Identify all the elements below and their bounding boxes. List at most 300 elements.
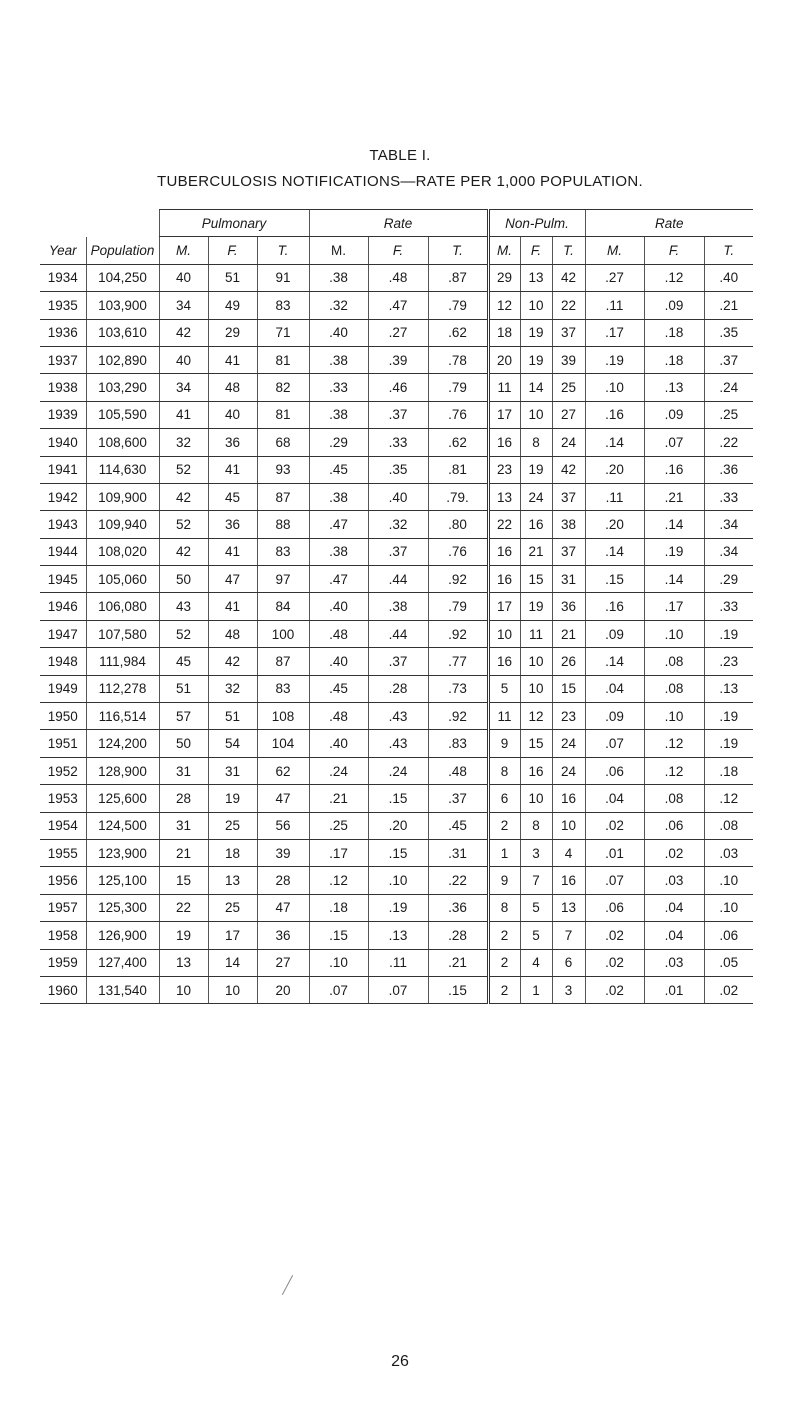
column-header-pulm-f: F.	[208, 237, 257, 264]
cell-pulm-m: 32	[159, 429, 208, 456]
column-header-rate-m: M.	[309, 237, 368, 264]
table-row	[40, 456, 753, 483]
cell-population: 125,600	[86, 785, 159, 812]
column-header-rate-t: T.	[428, 237, 488, 264]
cell-nprate-f: .09	[644, 292, 704, 319]
cell-nonpulm-f: 10	[520, 785, 552, 812]
table-row	[40, 894, 753, 921]
cell-pulm-m: 31	[159, 757, 208, 784]
cell-nonpulm-f: 19	[520, 593, 552, 620]
cell-pulm-t: 81	[257, 346, 309, 373]
cell-nprate-f: .01	[644, 976, 704, 1003]
cell-nonpulm-t: 31	[552, 566, 585, 593]
cell-nprate-t: .33	[704, 593, 753, 620]
cell-rate-f: .39	[368, 346, 428, 373]
table-row	[40, 374, 753, 401]
cell-rate-f: .07	[368, 976, 428, 1003]
cell-nprate-m: .16	[585, 593, 644, 620]
cell-nprate-t: .40	[704, 264, 753, 291]
cell-population: 124,200	[86, 730, 159, 757]
cell-rate-m: .48	[309, 620, 368, 647]
cell-nprate-m: .02	[585, 812, 644, 839]
cell-nprate-t: .19	[704, 703, 753, 730]
cell-rate-f: .35	[368, 456, 428, 483]
group-header-non-pulmonary: Non-Pulm.	[488, 210, 585, 237]
cell-year: 1940	[40, 429, 86, 456]
cell-rate-f: .33	[368, 429, 428, 456]
cell-nonpulm-f: 3	[520, 839, 552, 866]
cell-year: 1942	[40, 483, 86, 510]
cell-rate-m: .38	[309, 346, 368, 373]
cell-rate-f: .15	[368, 785, 428, 812]
cell-nprate-f: .06	[644, 812, 704, 839]
table-row	[40, 839, 753, 866]
cell-nonpulm-t: 15	[552, 675, 585, 702]
cell-nonpulm-m: 16	[488, 429, 520, 456]
cell-population: 102,890	[86, 346, 159, 373]
table-row	[40, 785, 753, 812]
cell-nonpulm-m: 11	[488, 703, 520, 730]
cell-pulm-m: 40	[159, 264, 208, 291]
cell-population: 112,278	[86, 675, 159, 702]
cell-population: 111,984	[86, 648, 159, 675]
cell-nonpulm-f: 8	[520, 429, 552, 456]
cell-year: 1955	[40, 839, 86, 866]
cell-year: 1956	[40, 867, 86, 894]
cell-pulm-f: 36	[208, 429, 257, 456]
cell-rate-f: .40	[368, 483, 428, 510]
cell-nonpulm-f: 7	[520, 867, 552, 894]
table-row	[40, 703, 753, 730]
cell-population: 103,610	[86, 319, 159, 346]
column-header-rate-f: F.	[368, 237, 428, 264]
cell-rate-m: .40	[309, 319, 368, 346]
cell-rate-f: .44	[368, 566, 428, 593]
cell-pulm-m: 13	[159, 949, 208, 976]
cell-nonpulm-t: 16	[552, 867, 585, 894]
cell-pulm-t: 82	[257, 374, 309, 401]
cell-nprate-t: .19	[704, 620, 753, 647]
cell-population: 109,940	[86, 511, 159, 538]
cell-nprate-m: .11	[585, 292, 644, 319]
cell-nonpulm-f: 15	[520, 730, 552, 757]
cell-year: 1934	[40, 264, 86, 291]
pen-mark	[282, 1275, 293, 1295]
cell-nonpulm-m: 1	[488, 839, 520, 866]
cell-pulm-f: 13	[208, 867, 257, 894]
cell-nonpulm-f: 15	[520, 566, 552, 593]
cell-rate-t: .87	[428, 264, 488, 291]
cell-rate-t: .92	[428, 703, 488, 730]
cell-nonpulm-m: 23	[488, 456, 520, 483]
cell-nonpulm-t: 24	[552, 757, 585, 784]
cell-nonpulm-t: 6	[552, 949, 585, 976]
cell-nonpulm-t: 42	[552, 456, 585, 483]
cell-nprate-t: .08	[704, 812, 753, 839]
cell-population: 105,590	[86, 401, 159, 428]
cell-rate-t: .80	[428, 511, 488, 538]
cell-rate-t: .62	[428, 319, 488, 346]
cell-rate-t: .15	[428, 976, 488, 1003]
cell-nonpulm-f: 5	[520, 922, 552, 949]
cell-pulm-f: 41	[208, 456, 257, 483]
cell-pulm-f: 42	[208, 648, 257, 675]
cell-pulm-t: 47	[257, 785, 309, 812]
cell-rate-m: .40	[309, 593, 368, 620]
cell-nonpulm-m: 2	[488, 922, 520, 949]
table-row	[40, 593, 753, 620]
cell-nprate-t: .13	[704, 675, 753, 702]
cell-rate-t: .81	[428, 456, 488, 483]
cell-nonpulm-t: 36	[552, 593, 585, 620]
cell-rate-f: .19	[368, 894, 428, 921]
cell-nprate-m: .02	[585, 949, 644, 976]
cell-year: 1950	[40, 703, 86, 730]
table-subtitle: TUBERCULOSIS NOTIFICATIONS—RATE PER 1,000 POPULATION.	[157, 173, 643, 190]
cell-nonpulm-t: 26	[552, 648, 585, 675]
cell-rate-m: .45	[309, 456, 368, 483]
cell-rate-t: .92	[428, 566, 488, 593]
cell-nonpulm-m: 2	[488, 949, 520, 976]
cell-year: 1946	[40, 593, 86, 620]
cell-nonpulm-t: 24	[552, 730, 585, 757]
cell-nonpulm-f: 19	[520, 319, 552, 346]
cell-nonpulm-t: 38	[552, 511, 585, 538]
cell-rate-m: .32	[309, 292, 368, 319]
cell-nprate-m: .04	[585, 675, 644, 702]
cell-nonpulm-t: 37	[552, 483, 585, 510]
cell-pulm-f: 48	[208, 374, 257, 401]
cell-pulm-t: 47	[257, 894, 309, 921]
cell-population: 114,630	[86, 456, 159, 483]
cell-nonpulm-t: 37	[552, 538, 585, 565]
cell-population: 125,100	[86, 867, 159, 894]
cell-nonpulm-m: 11	[488, 374, 520, 401]
cell-pulm-t: 91	[257, 264, 309, 291]
cell-rate-m: .38	[309, 264, 368, 291]
cell-rate-f: .32	[368, 511, 428, 538]
cell-rate-f: .37	[368, 401, 428, 428]
cell-pulm-f: 19	[208, 785, 257, 812]
cell-nprate-f: .04	[644, 894, 704, 921]
cell-rate-m: .45	[309, 675, 368, 702]
cell-year: 1945	[40, 566, 86, 593]
cell-pulm-m: 51	[159, 675, 208, 702]
cell-nonpulm-f: 16	[520, 757, 552, 784]
cell-nonpulm-f: 10	[520, 648, 552, 675]
cell-population: 108,600	[86, 429, 159, 456]
cell-nonpulm-m: 13	[488, 483, 520, 510]
cell-pulm-t: 71	[257, 319, 309, 346]
cell-nonpulm-m: 16	[488, 566, 520, 593]
cell-year: 1952	[40, 757, 86, 784]
cell-pulm-m: 15	[159, 867, 208, 894]
cell-year: 1941	[40, 456, 86, 483]
cell-rate-t: .92	[428, 620, 488, 647]
cell-rate-m: .12	[309, 867, 368, 894]
cell-population: 105,060	[86, 566, 159, 593]
cell-nonpulm-t: 39	[552, 346, 585, 373]
cell-nprate-t: .18	[704, 757, 753, 784]
cell-population: 123,900	[86, 839, 159, 866]
table-row	[40, 483, 753, 510]
cell-nprate-m: .15	[585, 566, 644, 593]
cell-nprate-f: .02	[644, 839, 704, 866]
cell-pulm-t: 83	[257, 538, 309, 565]
cell-pulm-f: 18	[208, 839, 257, 866]
cell-nonpulm-f: 24	[520, 483, 552, 510]
cell-population: 125,300	[86, 894, 159, 921]
table-row	[40, 511, 753, 538]
page-number: 26	[391, 1353, 409, 1370]
cell-nprate-t: .37	[704, 346, 753, 373]
cell-rate-m: .33	[309, 374, 368, 401]
cell-nonpulm-t: 16	[552, 785, 585, 812]
cell-pulm-f: 10	[208, 976, 257, 1003]
cell-rate-m: .10	[309, 949, 368, 976]
cell-rate-f: .43	[368, 730, 428, 757]
cell-nonpulm-t: 21	[552, 620, 585, 647]
cell-pulm-t: 56	[257, 812, 309, 839]
cell-pulm-m: 50	[159, 566, 208, 593]
cell-nprate-m: .11	[585, 483, 644, 510]
cell-rate-m: .24	[309, 757, 368, 784]
table-title: TABLE I.	[369, 147, 431, 164]
cell-rate-m: .38	[309, 538, 368, 565]
cell-pulm-m: 42	[159, 483, 208, 510]
cell-nprate-m: .16	[585, 401, 644, 428]
table-row	[40, 812, 753, 839]
cell-rate-f: .38	[368, 593, 428, 620]
cell-year: 1939	[40, 401, 86, 428]
cell-nprate-f: .18	[644, 346, 704, 373]
cell-nprate-m: .04	[585, 785, 644, 812]
cell-nonpulm-m: 9	[488, 730, 520, 757]
cell-pulm-t: 100	[257, 620, 309, 647]
table-row	[40, 292, 753, 319]
table-row	[40, 264, 753, 291]
cell-nonpulm-f: 10	[520, 401, 552, 428]
tuberculosis-table	[40, 209, 753, 1004]
table-row	[40, 319, 753, 346]
cell-nonpulm-t: 10	[552, 812, 585, 839]
cell-nonpulm-f: 10	[520, 292, 552, 319]
table-row	[40, 429, 753, 456]
group-header-pulmonary: Pulmonary	[159, 210, 309, 237]
cell-rate-t: .76	[428, 538, 488, 565]
cell-nonpulm-t: 24	[552, 429, 585, 456]
cell-nonpulm-m: 6	[488, 785, 520, 812]
cell-nprate-f: .07	[644, 429, 704, 456]
table-row	[40, 620, 753, 647]
cell-nprate-m: .06	[585, 757, 644, 784]
group-header-non-pulmonary-rate: Rate	[585, 210, 753, 237]
cell-rate-t: .79	[428, 374, 488, 401]
cell-pulm-m: 34	[159, 292, 208, 319]
cell-pulm-f: 31	[208, 757, 257, 784]
cell-year: 1949	[40, 675, 86, 702]
cell-pulm-f: 25	[208, 812, 257, 839]
cell-nprate-f: .12	[644, 757, 704, 784]
group-header-pulmonary-rate: Rate	[309, 210, 488, 237]
cell-nprate-f: .10	[644, 620, 704, 647]
cell-nonpulm-m: 5	[488, 675, 520, 702]
cell-nprate-f: .12	[644, 730, 704, 757]
cell-population: 107,580	[86, 620, 159, 647]
column-header-nprate-m: M.	[585, 237, 644, 264]
cell-rate-m: .38	[309, 401, 368, 428]
cell-rate-t: .76	[428, 401, 488, 428]
column-header-nprate-f: F.	[644, 237, 704, 264]
cell-nprate-f: .13	[644, 374, 704, 401]
cell-nprate-m: .09	[585, 703, 644, 730]
cell-nonpulm-t: 22	[552, 292, 585, 319]
cell-nprate-m: .14	[585, 648, 644, 675]
cell-nonpulm-f: 4	[520, 949, 552, 976]
cell-rate-f: .37	[368, 538, 428, 565]
cell-pulm-t: 81	[257, 401, 309, 428]
cell-year: 1947	[40, 620, 86, 647]
cell-population: 108,020	[86, 538, 159, 565]
cell-year: 1948	[40, 648, 86, 675]
cell-rate-f: .10	[368, 867, 428, 894]
cell-population: 103,900	[86, 292, 159, 319]
cell-pulm-m: 31	[159, 812, 208, 839]
cell-nprate-f: .03	[644, 867, 704, 894]
column-header-population: Population	[86, 237, 159, 264]
cell-nonpulm-t: 27	[552, 401, 585, 428]
cell-year: 1943	[40, 511, 86, 538]
cell-nonpulm-t: 25	[552, 374, 585, 401]
table-row	[40, 949, 753, 976]
cell-nprate-m: .10	[585, 374, 644, 401]
cell-nonpulm-m: 12	[488, 292, 520, 319]
cell-nprate-t: .06	[704, 922, 753, 949]
cell-nprate-f: .03	[644, 949, 704, 976]
cell-nonpulm-m: 17	[488, 593, 520, 620]
table-row	[40, 648, 753, 675]
column-header-nprate-t: T.	[704, 237, 753, 264]
cell-pulm-f: 41	[208, 593, 257, 620]
cell-rate-f: .47	[368, 292, 428, 319]
table-row	[40, 757, 753, 784]
cell-rate-t: .83	[428, 730, 488, 757]
cell-nprate-t: .22	[704, 429, 753, 456]
table-row	[40, 566, 753, 593]
cell-rate-m: .21	[309, 785, 368, 812]
cell-nprate-f: .12	[644, 264, 704, 291]
cell-nonpulm-f: 16	[520, 511, 552, 538]
cell-pulm-t: 104	[257, 730, 309, 757]
cell-nprate-t: .33	[704, 483, 753, 510]
cell-nprate-t: .23	[704, 648, 753, 675]
cell-population: 127,400	[86, 949, 159, 976]
cell-year: 1937	[40, 346, 86, 373]
cell-rate-t: .37	[428, 785, 488, 812]
cell-nprate-t: .29	[704, 566, 753, 593]
cell-nonpulm-t: 37	[552, 319, 585, 346]
cell-nonpulm-m: 20	[488, 346, 520, 373]
cell-pulm-t: 20	[257, 976, 309, 1003]
cell-rate-m: .47	[309, 511, 368, 538]
cell-rate-t: .48	[428, 757, 488, 784]
cell-population: 116,514	[86, 703, 159, 730]
cell-rate-t: .28	[428, 922, 488, 949]
cell-nprate-f: .08	[644, 675, 704, 702]
column-header-nonpulm-f: F.	[520, 237, 552, 264]
cell-pulm-t: 39	[257, 839, 309, 866]
cell-nonpulm-m: 10	[488, 620, 520, 647]
cell-pulm-m: 43	[159, 593, 208, 620]
cell-nprate-m: .27	[585, 264, 644, 291]
cell-rate-m: .29	[309, 429, 368, 456]
cell-population: 103,290	[86, 374, 159, 401]
cell-nprate-t: .35	[704, 319, 753, 346]
cell-pulm-m: 22	[159, 894, 208, 921]
cell-rate-m: .18	[309, 894, 368, 921]
cell-nonpulm-m: 8	[488, 757, 520, 784]
cell-rate-t: .78	[428, 346, 488, 373]
cell-pulm-m: 52	[159, 620, 208, 647]
cell-year: 1935	[40, 292, 86, 319]
cell-population: 128,900	[86, 757, 159, 784]
cell-rate-t: .79	[428, 292, 488, 319]
cell-nonpulm-m: 16	[488, 648, 520, 675]
cell-pulm-f: 45	[208, 483, 257, 510]
table-row	[40, 922, 753, 949]
cell-rate-t: .22	[428, 867, 488, 894]
column-header-year: Year	[40, 237, 86, 264]
cell-nonpulm-f: 21	[520, 538, 552, 565]
cell-nprate-f: .14	[644, 566, 704, 593]
cell-pulm-m: 50	[159, 730, 208, 757]
cell-nonpulm-m: 29	[488, 264, 520, 291]
cell-population: 126,900	[86, 922, 159, 949]
cell-nprate-t: .02	[704, 976, 753, 1003]
cell-pulm-f: 47	[208, 566, 257, 593]
cell-year: 1951	[40, 730, 86, 757]
cell-pulm-m: 41	[159, 401, 208, 428]
cell-nprate-f: .14	[644, 511, 704, 538]
cell-nprate-m: .17	[585, 319, 644, 346]
cell-pulm-t: 87	[257, 648, 309, 675]
cell-pulm-t: 84	[257, 593, 309, 620]
cell-rate-f: .46	[368, 374, 428, 401]
cell-nonpulm-t: 13	[552, 894, 585, 921]
cell-rate-f: .20	[368, 812, 428, 839]
cell-nonpulm-f: 8	[520, 812, 552, 839]
cell-nonpulm-f: 5	[520, 894, 552, 921]
cell-pulm-m: 10	[159, 976, 208, 1003]
cell-rate-m: .40	[309, 648, 368, 675]
cell-population: 131,540	[86, 976, 159, 1003]
cell-nprate-m: .06	[585, 894, 644, 921]
cell-pulm-f: 41	[208, 538, 257, 565]
cell-nprate-f: .17	[644, 593, 704, 620]
cell-population: 106,080	[86, 593, 159, 620]
cell-nprate-m: .19	[585, 346, 644, 373]
cell-nonpulm-f: 19	[520, 456, 552, 483]
cell-nonpulm-t: 23	[552, 703, 585, 730]
cell-nprate-f: .16	[644, 456, 704, 483]
cell-nprate-m: .20	[585, 456, 644, 483]
cell-rate-f: .24	[368, 757, 428, 784]
cell-year: 1959	[40, 949, 86, 976]
cell-nprate-f: .10	[644, 703, 704, 730]
cell-nprate-f: .08	[644, 648, 704, 675]
header-spacer	[40, 210, 159, 237]
cell-pulm-f: 48	[208, 620, 257, 647]
